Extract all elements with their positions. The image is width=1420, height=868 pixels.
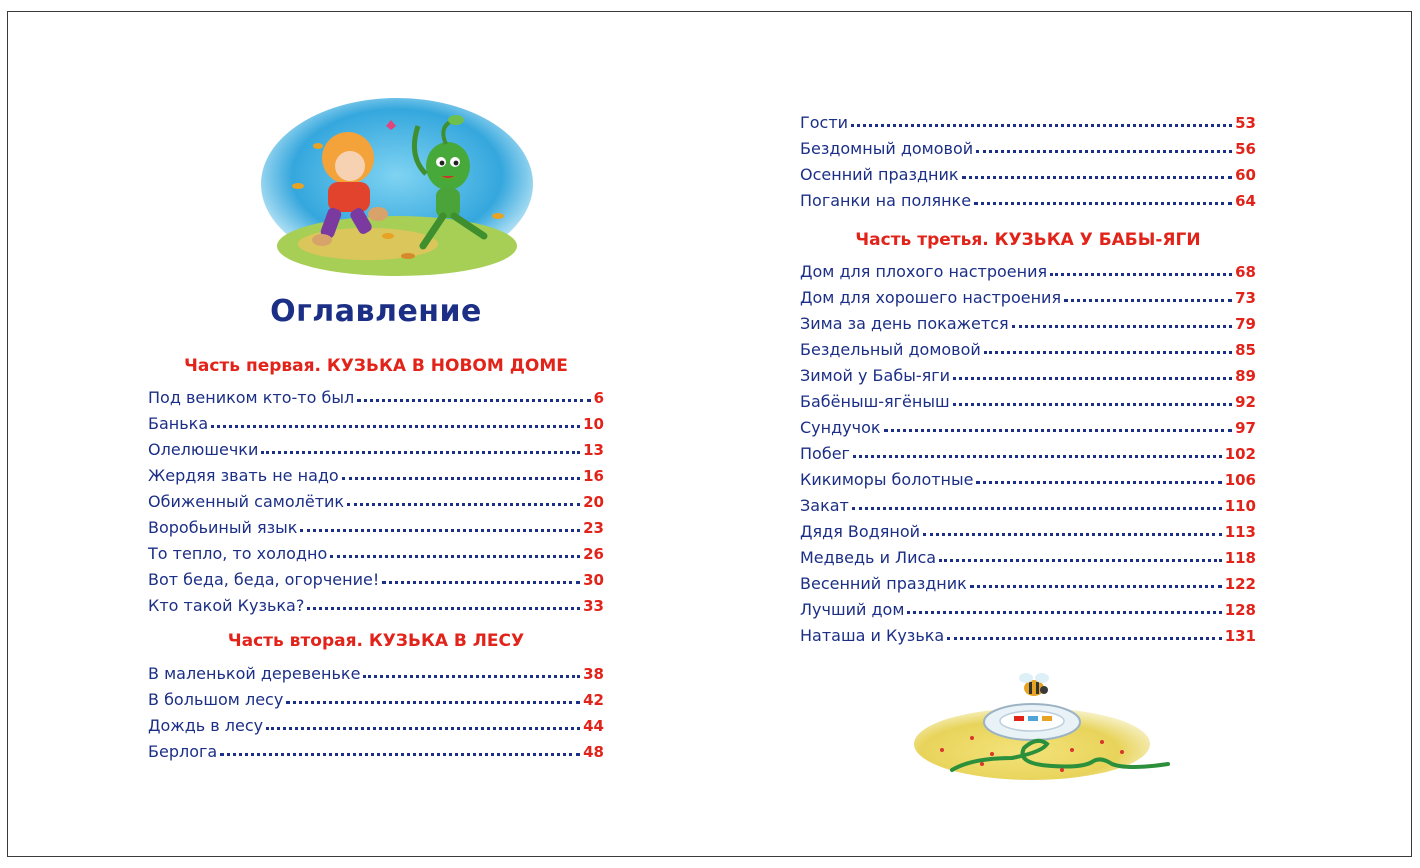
entry-page: 110: [1224, 497, 1256, 515]
toc-entry[interactable]: [148, 485, 604, 511]
leader-dots: [852, 507, 1222, 510]
entry-title: Дом для плохого настроения: [800, 262, 1048, 281]
entry-title: Вот беда, беда, огорчение!: [148, 570, 380, 589]
toc-entry[interactable]: [800, 541, 1256, 567]
toc-entry[interactable]: [148, 537, 604, 563]
toc-entry[interactable]: [148, 709, 604, 735]
leader-dots: [330, 555, 580, 558]
toc-entry[interactable]: [800, 385, 1256, 411]
entry-title: Бабёныш-ягёныш: [800, 392, 950, 411]
entry-page: 97: [1235, 419, 1256, 437]
entry-page: 33: [583, 597, 604, 615]
leader-dots: [962, 176, 1233, 179]
leader-dots: [347, 503, 580, 506]
toc-entry[interactable]: [148, 407, 604, 433]
toc-entry[interactable]: [148, 563, 604, 589]
leader-dots: [907, 611, 1221, 614]
entry-page: 118: [1224, 549, 1256, 567]
toc-entry[interactable]: [800, 359, 1256, 385]
entry-title: В маленькой деревеньке: [148, 664, 361, 683]
toc-entry[interactable]: [148, 657, 604, 683]
leader-dots: [211, 425, 580, 428]
entry-title: Обиженный самолётик: [148, 492, 345, 511]
entry-page: 16: [583, 467, 604, 485]
entry-page: 73: [1235, 289, 1256, 307]
toc-entry[interactable]: [148, 683, 604, 709]
entry-page: 53: [1235, 114, 1256, 132]
entry-title: Медведь и Лиса: [800, 548, 937, 567]
toc-entry[interactable]: [800, 184, 1256, 210]
leader-dots: [953, 377, 1232, 380]
leader-dots: [923, 533, 1222, 536]
entry-page: 60: [1235, 166, 1256, 184]
entry-title: Зимой у Бабы-яги: [800, 366, 951, 385]
toc-entry[interactable]: [800, 281, 1256, 307]
entry-page: 102: [1224, 445, 1256, 463]
entry-page: 68: [1235, 263, 1256, 281]
bee-plate-illustration: [912, 666, 1170, 782]
leader-dots: [976, 150, 1232, 153]
entry-page: 20: [583, 493, 604, 511]
toc-entry[interactable]: [800, 489, 1256, 515]
entry-title: Зима за день покажется: [800, 314, 1009, 333]
entry-page: 6: [593, 389, 604, 407]
leader-dots: [357, 399, 590, 402]
toc-entry[interactable]: [148, 735, 604, 761]
entry-page: 42: [583, 691, 604, 709]
entry-title: То тепло, то холодно: [148, 544, 328, 563]
leader-dots: [1064, 299, 1232, 302]
entry-title: Сундучок: [800, 418, 881, 437]
toc-entry[interactable]: [148, 511, 604, 537]
leader-dots: [947, 637, 1221, 640]
leader-dots: [266, 727, 580, 730]
entry-page: 106: [1224, 471, 1256, 489]
entry-title: Гости: [800, 113, 849, 132]
leader-dots: [363, 675, 580, 678]
toc-entry[interactable]: [800, 567, 1256, 593]
leader-dots: [261, 451, 580, 454]
entry-title: Лучший дом: [800, 600, 905, 619]
entry-page: 13: [583, 441, 604, 459]
leader-dots: [970, 585, 1222, 588]
toc-entry[interactable]: [800, 106, 1256, 132]
entry-page: 89: [1235, 367, 1256, 385]
entry-page: 128: [1224, 601, 1256, 619]
entry-page: 38: [583, 665, 604, 683]
entry-page: 113: [1224, 523, 1256, 541]
entry-title: Поганки на полянке: [800, 191, 972, 210]
part-heading: Часть первая. КУЗЬКА В НОВОМ ДОМЕ: [184, 356, 568, 376]
toc-entry[interactable]: [800, 255, 1256, 281]
leader-dots: [853, 455, 1222, 458]
toc-entry[interactable]: [800, 132, 1256, 158]
toc-entry[interactable]: [800, 515, 1256, 541]
leader-dots: [884, 429, 1233, 432]
entry-title: Банька: [148, 414, 209, 433]
entry-title: Бездельный домовой: [800, 340, 981, 359]
entry-page: 23: [583, 519, 604, 537]
toc-entry[interactable]: [800, 619, 1256, 645]
toc-entry[interactable]: [148, 381, 604, 407]
entry-page: 48: [583, 743, 604, 761]
entry-title: Осенний праздник: [800, 165, 959, 184]
entry-title: Под веником кто-то был: [148, 388, 355, 407]
entry-page: 26: [583, 545, 604, 563]
entry-page: 10: [583, 415, 604, 433]
entry-title: Жердяя звать не надо: [148, 466, 339, 485]
entry-title: В большом лесу: [148, 690, 284, 709]
entry-page: 92: [1235, 393, 1256, 411]
toc-entry[interactable]: [148, 433, 604, 459]
entry-title: Дядя Водяной: [800, 522, 920, 541]
leader-dots: [984, 351, 1232, 354]
entry-title: Дождь в лесу: [148, 716, 264, 735]
entry-title: Побег: [800, 444, 850, 463]
part-heading: Часть третья. КУЗЬКА У БАБЫ-ЯГИ: [855, 230, 1201, 250]
toc-entry[interactable]: [800, 307, 1256, 333]
leader-dots: [307, 607, 580, 610]
leader-dots: [300, 529, 580, 532]
leader-dots: [851, 124, 1232, 127]
entry-title: Кто такой Кузька?: [148, 596, 305, 615]
running-characters-illustration: [258, 96, 536, 282]
entry-title: Дом для хорошего настроения: [800, 288, 1062, 307]
leader-dots: [286, 701, 580, 704]
leader-dots: [382, 581, 580, 584]
toc-entry[interactable]: [800, 158, 1256, 184]
entry-title: Берлога: [148, 742, 218, 761]
entry-page: 30: [583, 571, 604, 589]
leader-dots: [1050, 273, 1232, 276]
entry-page: 131: [1224, 627, 1256, 645]
leader-dots: [974, 202, 1232, 205]
toc-entry[interactable]: [800, 437, 1256, 463]
entry-title: Закат: [800, 496, 849, 515]
leader-dots: [939, 559, 1222, 562]
entry-page: 64: [1235, 192, 1256, 210]
toc-entry[interactable]: [148, 459, 604, 485]
toc-entry[interactable]: [800, 593, 1256, 619]
leader-dots: [976, 481, 1221, 484]
entry-title: Бездомный домовой: [800, 139, 974, 158]
entry-title: Наташа и Кузька: [800, 626, 945, 645]
toc-entry[interactable]: [800, 463, 1256, 489]
entry-title: Олелюшечки: [148, 440, 259, 459]
toc-entry[interactable]: [800, 411, 1256, 437]
leader-dots: [953, 403, 1233, 406]
entry-page: 122: [1224, 575, 1256, 593]
entry-page: 44: [583, 717, 604, 735]
part-heading: Часть вторая. КУЗЬКА В ЛЕСУ: [227, 631, 525, 651]
toc-entry[interactable]: [148, 589, 604, 615]
entry-page: 79: [1235, 315, 1256, 333]
entry-title: Кикиморы болотные: [800, 470, 974, 489]
leader-dots: [220, 753, 580, 756]
leader-dots: [342, 477, 580, 480]
entry-title: Весенний праздник: [800, 574, 967, 593]
entry-title: Воробьиный язык: [148, 518, 298, 537]
page-title: Оглавление: [270, 294, 482, 329]
toc-entry[interactable]: [800, 333, 1256, 359]
entry-page: 56: [1235, 140, 1256, 158]
entry-page: 85: [1235, 341, 1256, 359]
leader-dots: [1012, 325, 1233, 328]
